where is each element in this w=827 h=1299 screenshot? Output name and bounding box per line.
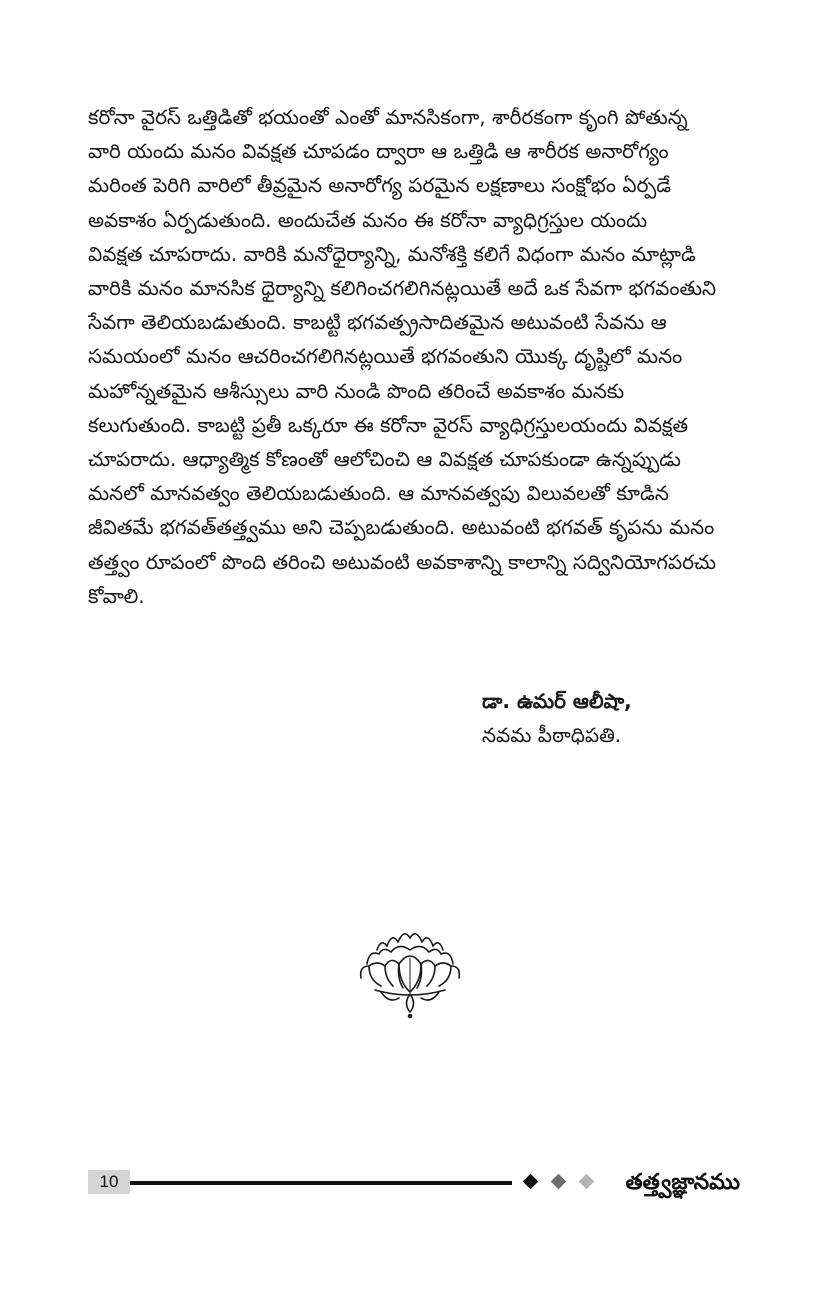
body-line: వారికి మనం మానసిక ధైర్యాన్ని కలిగించగలిగినట్లయితే అదే ఒక సేవగా భగవంతుని [88,276,717,301]
body-line: కలుగుతుంది. కాబట్టి ప్రతీ ఒక్కరూ ఈ కరోనా వైరస్ వ్యాధిగ్రస్తులయందు వివక్షత [88,412,689,437]
lotus-icon [355,920,465,1020]
diamond-icon [551,1174,567,1190]
body-line: అవకాశం ఏర్పడుతుంది. అందుచేత మనం ఈ కరోనా వ్యాధిగ్రస్తుల యందు [88,207,648,232]
body-line: కోవాలి. [88,583,145,608]
page-footer [88,1168,740,1198]
footer-rule [130,1181,512,1185]
diamond-icon [579,1174,595,1190]
body-paragraph [88,100,740,613]
body-line: మహోన్నతమైన ఆశీస్సులు వారి నుండి పొంది తరించే అవకాశం మనకు [88,378,625,403]
page-number: 10 [88,1170,130,1194]
author-title: నవమ పీఠాధిపతి. [482,723,622,747]
diamond-icon [523,1174,539,1190]
body-line: వారి యందు మనం వివక్షత చూపడం ద్వారా ఆ ఒత్తిడి ఆ శారీరక అనారోగ్యం [88,139,669,164]
body-line: వివక్షత చూపరాదు. వారికి మనోధైర్యాన్ని, మనోశక్తి కలిగే విధంగా మనం మాట్లాడి [88,241,696,266]
author-name: డా. ఉమర్ ఆలీషా, [482,689,632,713]
body-line: కరోనా వైరస్ ఒత్తిడితో భయంతో ఎంతో మానసికంగా, శారీరకంగా కృంగి పోతున్న [88,105,688,129]
signature-block [482,684,782,752]
body-line: మనలో మానవత్వం తెలియబడుతుంది. ఆ మానవత్వపు విలువలతో కూడిన [88,481,669,506]
body-line: చూపరాదు. ఆధ్యాత్మిక కోణంతో ఆలోచించి ఆ వివక్షత చూపకుండా ఉన్నప్పుడు [88,447,681,472]
body-line: సమయంలో మనం ఆచరించగలిగినట్లయితే భగవంతుని యొక్క దృష్టిలో మనం [88,344,683,369]
body-line: తత్త్వం రూపంలో పొంది తరించి అటువంటి అవకాశాన్ని కాలాన్ని సద్వినియోగపరచు [88,549,717,574]
body-line: సేవగా తెలియబడుతుంది. కాబట్టి భగవత్ప్రసాదితమైన అటువంటి సేవను ఆ [88,310,667,335]
book-title: తత్త్వజ్ఞానము [625,1170,740,1195]
body-line: మరింత పెరిగి వారిలో తీవ్రమైన అనారోగ్య పరమైన లక్షణాలు సంక్షోభం ఏర్పడే [88,173,671,198]
body-line: జీవితమే భగవత్‌తత్త్వము అని చెప్పబడుతుంది. అటువంటి భగవత్ కృపను మనం [88,515,715,540]
